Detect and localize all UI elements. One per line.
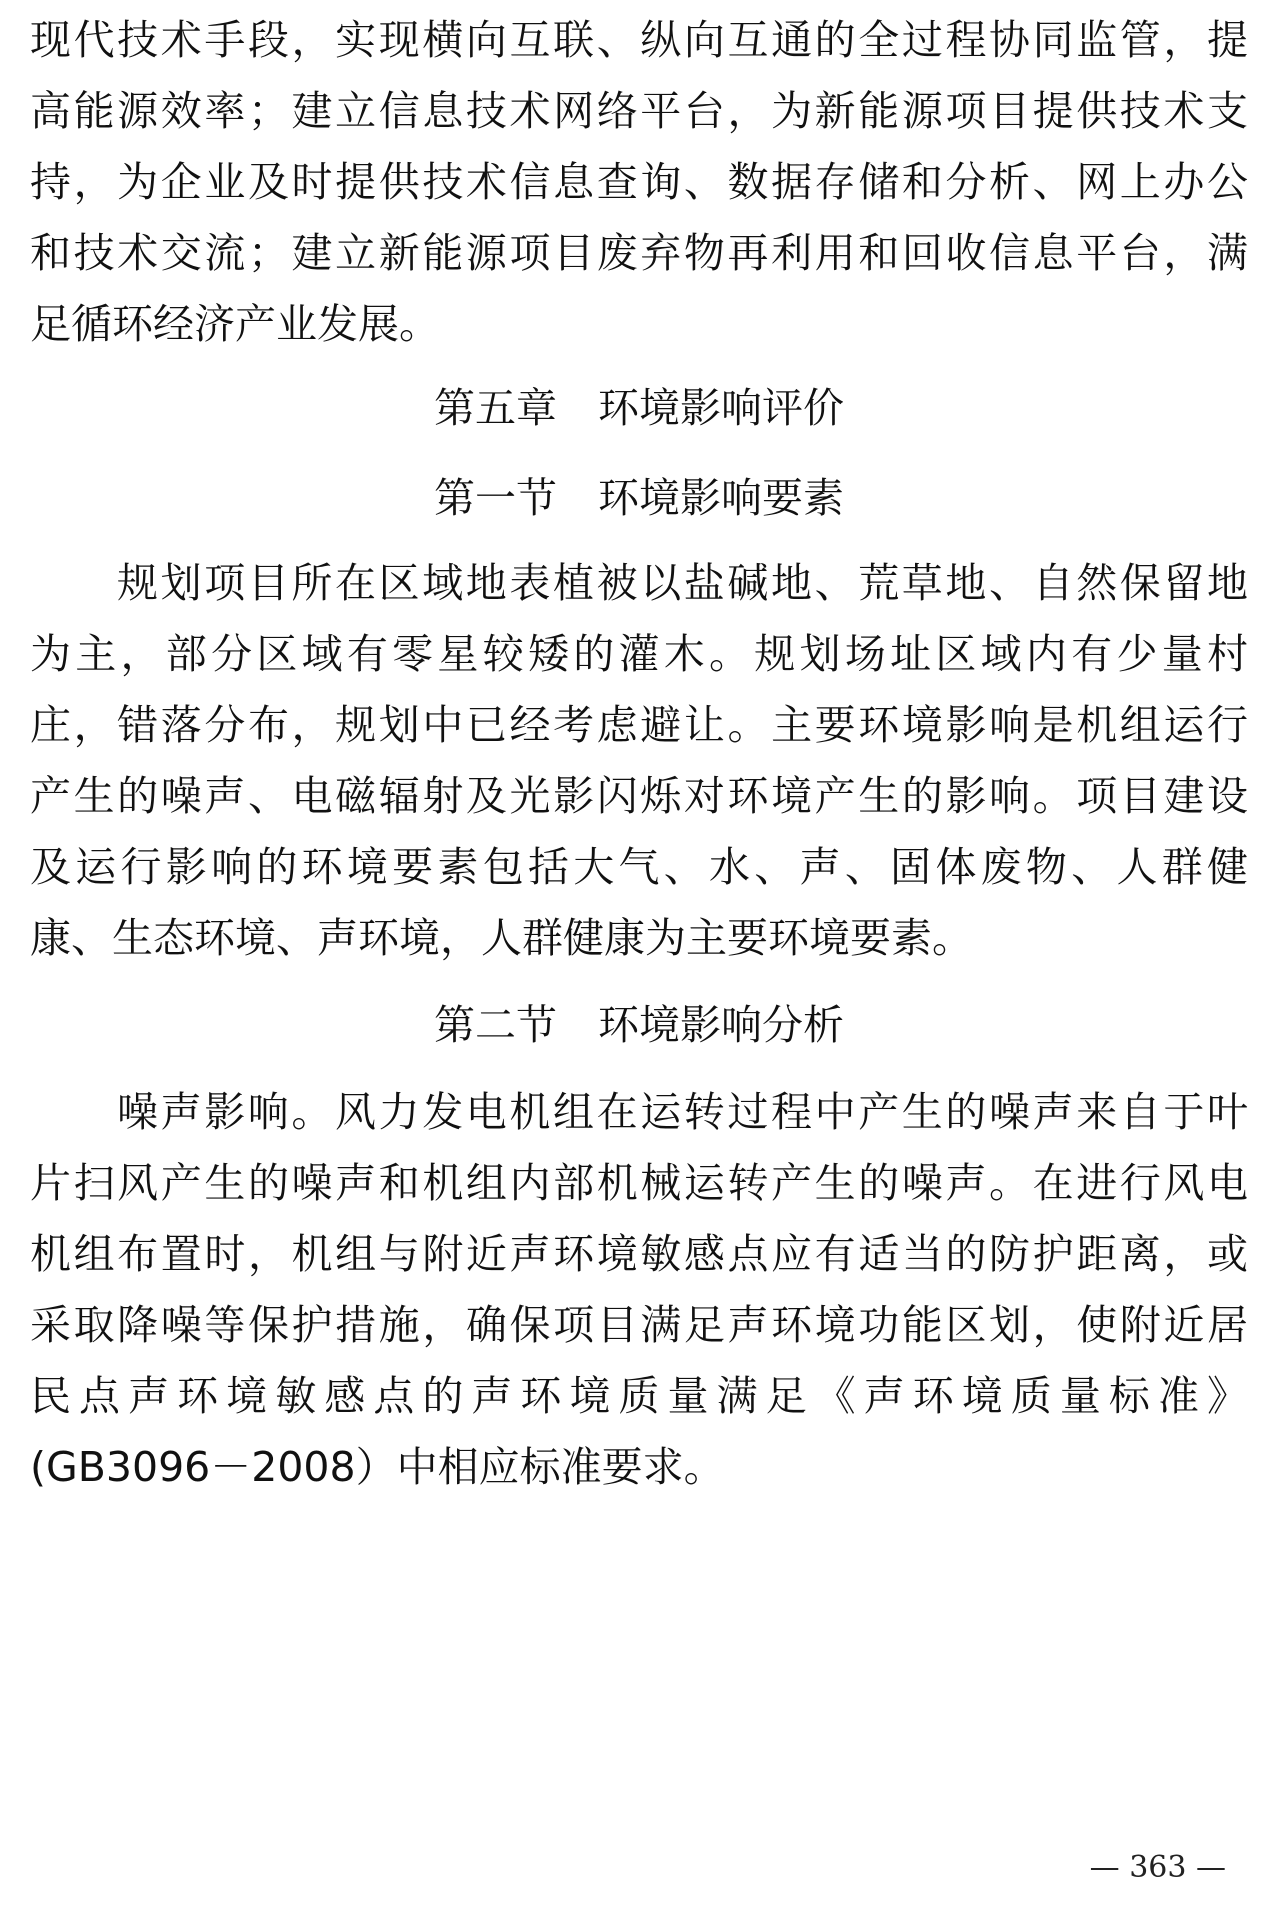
chapter-heading: 第五章 环境影响评价 <box>434 384 844 432</box>
paragraph-1-line-4: 和技术交流；建立新能源项目废弃物再利用和回收信息平台，满 <box>30 229 1248 277</box>
paragraph-1-line-1: 现代技术手段，实现横向互联、纵向互通的全过程协同监管，提 <box>30 16 1248 64</box>
section-2-line-5: 民点声环境敏感点的声环境质量满足《声环境质量标准》 <box>30 1372 1248 1420</box>
section-1-heading: 第一节 环境影响要素 <box>434 474 844 522</box>
section-1-line-4: 产生的噪声、电磁辐射及光影闪烁对环境产生的影响。项目建设 <box>30 772 1248 820</box>
paragraph-1-line-5: 足循环经济产业发展。 <box>30 300 440 348</box>
paragraph-1-line-2: 高能源效率；建立信息技术网络平台，为新能源项目提供技术支 <box>30 87 1248 135</box>
section-2-heading: 第二节 环境影响分析 <box>434 1001 844 1049</box>
section-2-line-2: 片扫风产生的噪声和机组内部机械运转产生的噪声。在进行风电 <box>30 1159 1248 1207</box>
section-1-line-3: 庄，错落分布，规划中已经考虑避让。主要环境影响是机组运行 <box>30 701 1248 749</box>
section-1-line-2: 为主，部分区域有零星较矮的灌木。规划场址区域内有少量村 <box>30 630 1248 678</box>
paragraph-1-line-3: 持，为企业及时提供技术信息查询、数据存储和分析、网上办公 <box>30 158 1248 206</box>
section-1-line-6: 康、生态环境、声环境，人群健康为主要环境要素。 <box>30 914 973 962</box>
section-2-line-4: 采取降噪等保护措施，确保项目满足声环境功能区划，使附近居 <box>30 1301 1248 1349</box>
section-1-line-5: 及运行影响的环境要素包括大气、水、声、固体废物、人群健 <box>30 843 1248 891</box>
section-1-line-1: 规划项目所在区域地表植被以盐碱地、荒草地、自然保留地 <box>117 559 1248 607</box>
section-2-line-1: 噪声影响。风力发电机组在运转过程中产生的噪声来自于叶 <box>117 1088 1248 1136</box>
section-2-line-6: (GB3096－2008）中相应标准要求。 <box>30 1443 725 1491</box>
section-2-line-3: 机组布置时，机组与附近声环境敏感点应有适当的防护距离，或 <box>30 1230 1248 1278</box>
page-number: — 363 — <box>1089 1850 1226 1885</box>
